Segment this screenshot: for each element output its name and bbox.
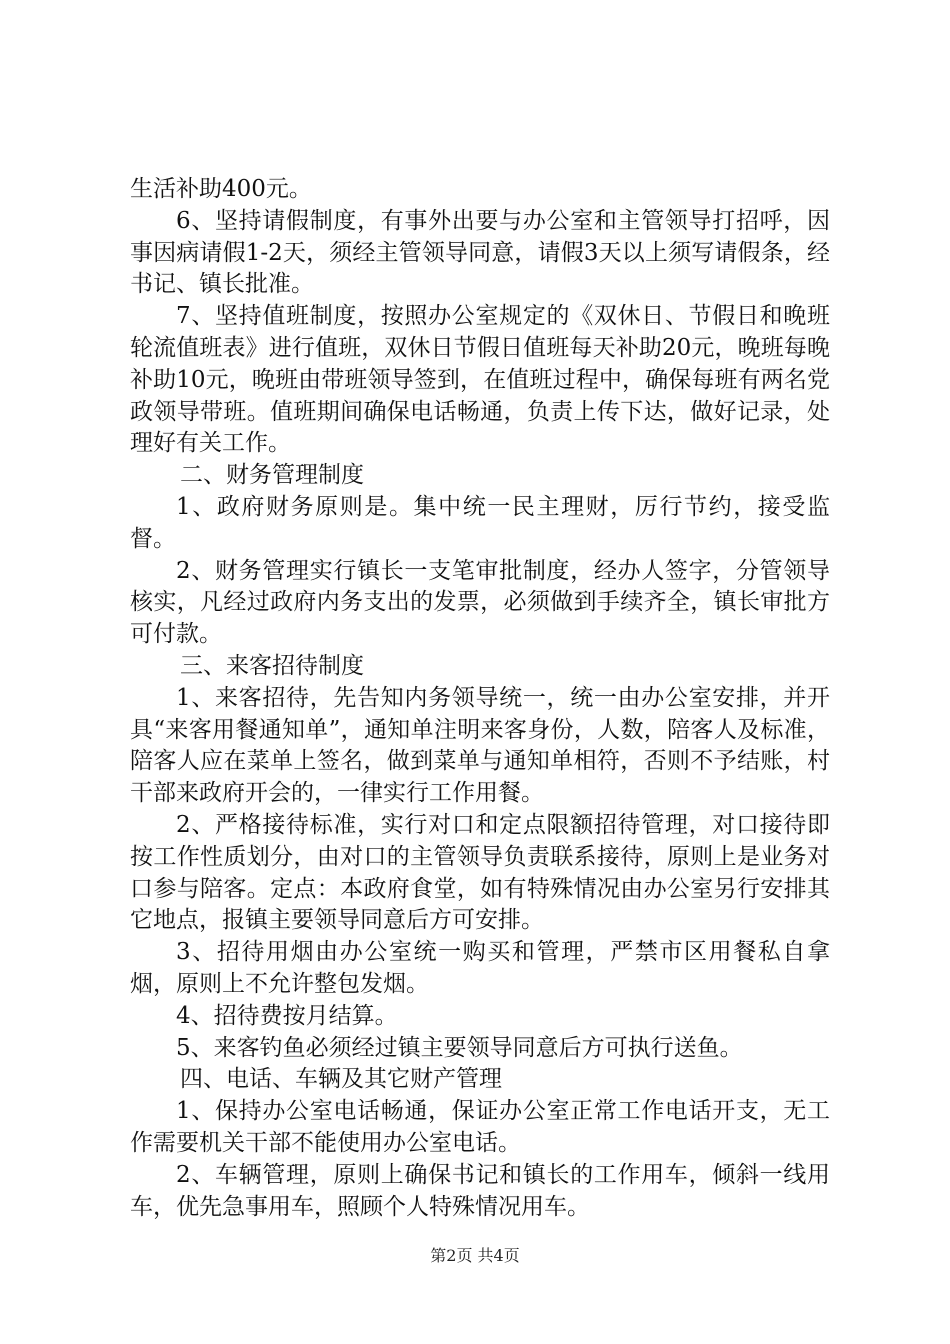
section-heading-finance: 二、财务管理制度 [180,462,364,489]
document-body [130,174,830,1223]
paragraph-leave-system: 6、坚持请假制度，有事外出要与办公室和主管领导打招呼，因事因病请假1-2天，须经主管领导同意，请假3天以上须写请假条，经书记、镇长批准。 [130,207,830,298]
paragraph-property-2: 2、车辆管理，原则上确保书记和镇长的工作用车，倾斜一线用车，优先急事用车，照顾个人特殊情况用车。 [130,1161,830,1220]
paragraph-reception-5: 5、来客钓鱼必须经过镇主要领导同意后方可执行送鱼。 [176,1034,743,1061]
section-heading-property: 四、电话、车辆及其它财产管理 [180,1066,502,1093]
paragraph-reception-4: 4、招待费按月结算。 [176,1002,398,1029]
paragraph-duty-system: 7、坚持值班制度，按照办公室规定的《双休日、节假日和晚班轮流值班表》进行值班，双休日节假日值班每天补助20元，晚班每晚补助10元，晚班由带班领导签到，在值班过程中，确保每班有两名党政领导带班。值班期间确保电话畅通，负责上传下达，做好记录，处理好有关工作。 [130,303,830,457]
paragraph-continuation: 生活补助400元。 [130,176,312,202]
paragraph-finance-2: 2、财务管理实行镇长一支笔审批制度，经办人签字，分管领导核实，凡经过政府内务支出的发票，必须做到手续齐全，镇长审批方可付款。 [130,557,830,648]
paragraph-reception-1: 1、来客招待，先告知内务领导统一，统一由办公室安排，并开具“来客用餐通知单”，通知单注明来客身份，人数，陪客人及标准，陪客人应在菜单上签名，做到菜单与通知单相符，否则不予结账，村干部来政府开会的，一律实行工作用餐。 [130,684,830,807]
paragraph-reception-3: 3、招待用烟由办公室统一购买和管理，严禁市区用餐私自拿烟，原则上不允许整包发烟。 [130,939,830,997]
page-footer: 第2页 共4页 [430,1246,520,1265]
paragraph-reception-2: 2、严格接待标准，实行对口和定点限额招待管理，对口接待即按工作性质划分，由对口的主管领导负责联系接待，原则上是业务对口参与陪客。定点：本政府食堂，如有特殊情况由办公室另行安排其它地点，报镇主要领导同意后方可安排。 [130,811,830,934]
section-heading-reception: 三、来客招待制度 [180,652,364,679]
paragraph-property-1: 1、保持办公室电话畅通，保证办公室正常工作电话开支，无工作需要机关干部不能使用办公室电话。 [130,1098,830,1156]
paragraph-finance-1: 1、政府财务原则是。集中统一民主理财，厉行节约，接受监督。 [130,493,830,552]
